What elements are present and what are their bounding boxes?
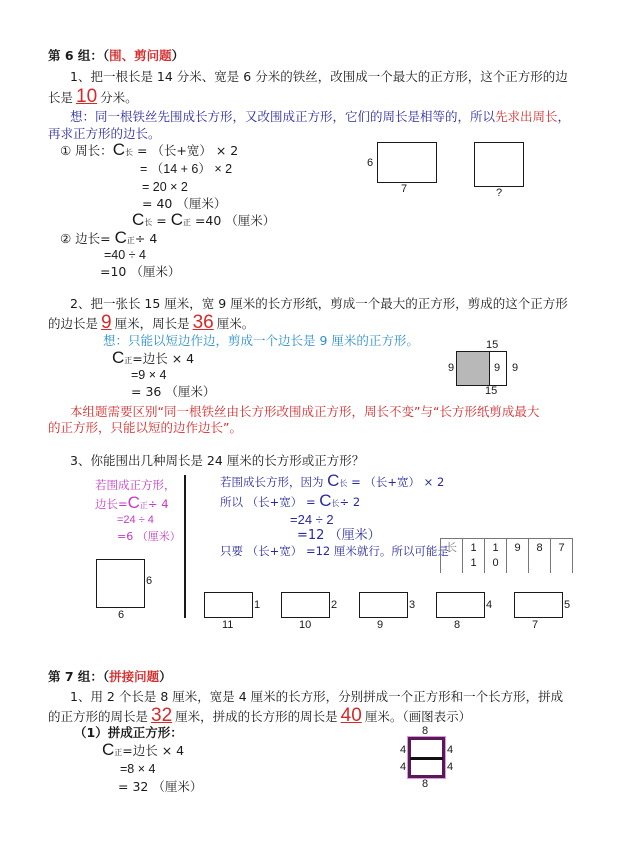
g7-calc-b: =8 × 4 — [120, 762, 156, 776]
g7-q1-line1: 1、用 2 个长是 8 厘米，宽是 4 厘米的长方形，分别拼成一个正方形和一个长方形，拼成 — [70, 689, 564, 704]
q3-rectangle-figure — [514, 592, 563, 618]
q3-rect-width-label: 2 — [331, 599, 338, 611]
q3-table-cell-top: 1 — [492, 542, 499, 554]
q1-calc2b: =40 ÷ 4 — [104, 248, 146, 262]
q3-table-cell — [507, 539, 529, 574]
q3-divider — [184, 475, 186, 618]
q3-rect-width-label: 3 — [409, 599, 416, 611]
q3-table-cell — [441, 539, 463, 574]
q2-fig-left-label: 9 — [448, 362, 455, 374]
group7-topic: 拼接问题 — [109, 669, 160, 684]
q1-step1: ① 周长：C长 = （长+宽） × 2 — [60, 140, 239, 159]
q3-square-side-label: 6 — [146, 575, 153, 587]
g7-fig-right2-label: 4 — [447, 761, 454, 773]
q3-table-cell-top: 长 — [446, 542, 457, 554]
q1-rect-bottom-label: 7 — [401, 183, 408, 195]
q1-calc1b: = （14 + 6） × 2 — [140, 162, 233, 176]
q3-rectangle-figure — [436, 592, 485, 618]
g7-fig-bottom-label: 8 — [422, 778, 429, 790]
q3-rectangle-figure — [359, 592, 408, 618]
q3-rect-width-label: 5 — [564, 599, 571, 611]
q3-rect-length-label: 9 — [377, 619, 384, 631]
g7-answer-rect: 40 — [340, 705, 362, 726]
q1-think: 想：同一根铁丝先围成长方形，又改围成正方形，它们的周长是相等的，所以先求出周长， — [70, 109, 571, 124]
q3-rect-length-label: 10 — [299, 619, 312, 631]
q1-calc1c: = 20 × 2 — [142, 180, 188, 194]
q3-table-cell-top: 1 — [470, 542, 477, 554]
q3-rectangle-figure — [204, 592, 253, 618]
g7-fig-right1-label: 4 — [447, 744, 454, 756]
q3-square-calc-a: 边长=C正÷ 4 — [95, 493, 169, 512]
q2-answer-side: 9 — [101, 312, 112, 333]
g7-fig-top-label: 8 — [422, 725, 429, 737]
q1-square-bottom-label: ? — [496, 187, 503, 199]
q2-calc-b: =9 × 4 — [131, 368, 167, 382]
q1-calc1d: = 40 （厘米） — [142, 196, 227, 211]
q3-square-figure — [96, 559, 145, 608]
g7-middle-line — [410, 757, 443, 760]
q3-square-bottom-label: 6 — [118, 609, 125, 621]
q3-table-cell — [463, 539, 485, 574]
q1-equal: C长 = C正 =40 （厘米） — [132, 210, 276, 229]
q3-table-cell — [529, 539, 551, 574]
q3-rect-length-label: 11 — [222, 619, 234, 631]
q2-fig-top-label: 15 — [486, 339, 499, 351]
q1-line1: 1、把一根长是 14 分米、宽是 6 分米的铁丝，改围成一个最大的正方形，这个正方形的边 — [70, 69, 568, 84]
g7-fig-left2-label: 4 — [400, 761, 407, 773]
q2-fig-right-label: 9 — [512, 362, 519, 374]
q3-rect-length-label: 7 — [532, 619, 539, 631]
q3-rect-length-label: 8 — [454, 619, 461, 631]
q2-calc-c: = 36 （厘米） — [131, 384, 216, 399]
q3-rect-line3: =24 ÷ 2 — [290, 512, 334, 527]
q1-rectangle-figure — [377, 142, 437, 183]
q1-square-figure — [474, 142, 524, 187]
g7-answer-square: 32 — [151, 705, 173, 726]
q3-length-table — [440, 538, 573, 573]
q1-rect-side-label: 6 — [367, 157, 374, 169]
g7-part1: （1）拼成正方形： — [74, 725, 183, 740]
q1-step2: ② 边长= C正÷ 4 — [60, 228, 158, 247]
q1-line2: 长是 10 分米。 — [48, 86, 138, 107]
q3-table-cell — [551, 539, 573, 574]
q3-table-cell-top: 7 — [558, 542, 565, 554]
group6-note-line1: 本组题需要区别“同一根铁丝由长方形改围成正方形，周长不变”与“长方形纸剪成最大 — [70, 404, 540, 419]
q1-calc2c: =10 （厘米） — [100, 264, 181, 279]
q2-answer-perimeter: 36 — [192, 312, 214, 333]
q3-square-calc-c: =6 （厘米） — [117, 530, 181, 543]
g7-calc-a: C正=边长 × 4 — [102, 740, 185, 759]
q3-table-cell-top: 8 — [536, 542, 543, 554]
q2-line2: 的边长是 9 厘米，周长是 36 厘米。 — [48, 312, 255, 333]
group6-topic: 围、剪问题 — [109, 48, 172, 63]
q3-table-cell-top: 9 — [514, 542, 521, 554]
g7-q1-line2: 的正方形的周长是 32 厘米，拼成的长方形的周长是 40 厘米。（画图表示） — [48, 705, 472, 726]
q2-line1: 2、把一张长 15 厘米，宽 9 厘米的长方形纸，剪成一个最大的正方形，剪成的这个正方形 — [70, 296, 568, 311]
q3-table-cell-bottom: 1 — [470, 557, 477, 569]
q2-fig-mid-label: 9 — [494, 362, 501, 374]
q3-rect-line1: 若围成长方形，因为 C长 = （长+宽） × 2 — [220, 471, 445, 490]
q2-calc-a: C正=边长 × 4 — [112, 348, 195, 367]
g7-calc-c: = 32 （厘米） — [118, 779, 203, 794]
q2-fig-bottom-label: 15 — [485, 385, 498, 397]
q3-table-row — [441, 539, 573, 574]
q3-table-cell-bottom: 0 — [492, 557, 499, 569]
q3-question: 3、你能围出几种周长是 24 厘米的长方形或正方形？ — [70, 453, 365, 468]
q3-rect-line2: 所以 （长+宽） = C长÷ 2 — [220, 491, 361, 510]
q1-think-line2: 再求正方形的边长。 — [48, 126, 161, 141]
g7-fig-left1-label: 4 — [400, 744, 407, 756]
q3-table-cell — [485, 539, 507, 574]
q3-rect-width-label: 1 — [254, 599, 261, 611]
group6-title: 第 6 组：（围、剪问题） — [48, 48, 185, 63]
q3-square-calc-b: =24 ÷ 4 — [117, 514, 154, 526]
group7-title: 第 7 组：（拼接问题） — [48, 669, 172, 684]
q3-rectangle-figure — [281, 592, 330, 618]
q3-rect-line5: 只要 （长+宽） =12 厘米就行。所以可能是 — [220, 544, 449, 558]
group6-note-line2: 的正方形，只能以短的边作边长”。 — [48, 420, 242, 435]
q3-rect-line4: =12 （厘米） — [297, 528, 381, 543]
q3-rect-width-label: 4 — [486, 599, 493, 611]
q2-cut-square — [457, 352, 490, 385]
q2-think: 想：只能以短边作边，剪成一个边长是 9 厘米的正方形。 — [103, 333, 419, 348]
q3-square-title: 若围成正方形， — [95, 478, 176, 492]
q1-answer: 10 — [76, 86, 98, 107]
